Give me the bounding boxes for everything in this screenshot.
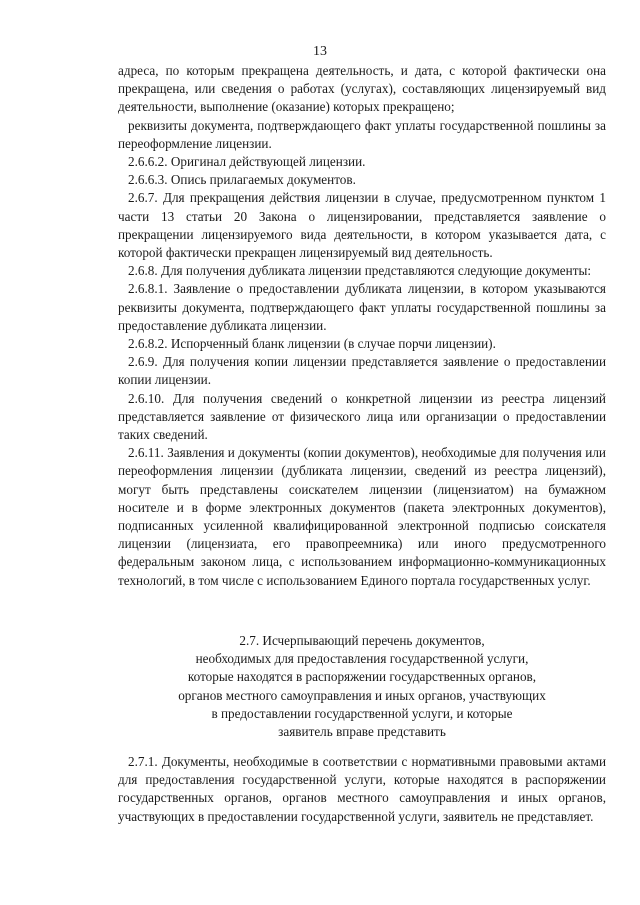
- paragraph-addresses: адреса, по которым прекращена деятельность, и дата, с которой фактически она прекращена, или сведения о работах (услугах), составляющих лицензируемый вид деятельности, выполнение (оказание) которых прекращено;: [118, 63, 606, 115]
- page-number: 13: [313, 44, 327, 59]
- body-text-section-2-7: [118, 753, 606, 826]
- heading-line: заявитель вправе представить: [278, 724, 446, 740]
- paragraph-2-6-8-2: 2.6.8.2. Испорченный бланк лицензии (в случае порчи лицензии).: [128, 336, 496, 352]
- paragraph-2-6-8: 2.6.8. Для получения дубликата лицензии представляются следующие документы:: [128, 263, 591, 279]
- heading-line: 2.7. Исчерпывающий перечень документов,: [239, 633, 485, 648]
- paragraph-2-6-9: 2.6.9. Для получения копии лицензии представляется заявление о предоставлении копии лицензии.: [118, 354, 606, 388]
- heading-line: органов местного самоуправления и иных органов, участвующих: [178, 687, 546, 703]
- heading-line: которые находятся в распоряжении государственных органов,: [187, 669, 537, 685]
- paragraph-2-6-8-1: 2.6.8.1. Заявление о предоставлении дубликата лицензии, в котором указываются реквизиты документа, подтверждающего факт уплаты государственной пошлины за предоставление дубликата лицензии.: [118, 281, 606, 333]
- section-heading-2-7: [118, 632, 606, 741]
- paragraph-2-6-11: 2.6.11. Заявления и документы (копии документов), необходимые для получения или переоформления лицензии (дубликата лицензии, сведений из реестра лицензий), могут быть представлены соискателем лицензии (лицензиатом) на бумажном носителе и в форме электронных документов (пакета электронных документов), подписанных усиленной квалифицированной электронной подписью соискателя лицензии (лицензиата, его правопреемника) или иного предусмотренного федеральным законом лица, с использованием информационно-коммуникационных технологий, в том числе с использованием Единого портала государственных услуг.: [118, 445, 606, 588]
- paragraph-fee-details: реквизиты документа, подтверждающего факт уплаты государственной пошлины за переоформление лицензии.: [118, 117, 606, 151]
- paragraph-2-6-10: 2.6.10. Для получения сведений о конкретной лицензии из реестра лицензий представляется заявление от физического лица или организации о предоставлении таких сведений.: [118, 390, 606, 443]
- heading-line: в предоставлении государственной услуги, и которые: [211, 705, 513, 721]
- paragraph-2-6-7: 2.6.7. Для прекращения действия лицензии в случае, предусмотренном пунктом 1 части 13 статьи 20 Закона о лицензировании, представляется заявление о прекращении лицензируемого вида деятельности, в котором указывается дата, с которой фактически прекращен лицензируемый вид деятельность.: [118, 190, 606, 261]
- body-text: [118, 62, 606, 590]
- heading-line: необходимых для предоставления государственной услуги,: [195, 651, 529, 667]
- paragraph-2-6-6-3: 2.6.6.3. Опись прилагаемых документов.: [128, 172, 356, 188]
- paragraph-2-6-6-2: 2.6.6.2. Оригинал действующей лицензии.: [128, 154, 366, 170]
- paragraph-2-7-1: 2.7.1. Документы, необходимые в соответствии с нормативными правовыми актами для предоставления государственной услуги, которые находятся в распоряжении государственных органов, органов местного самоуправления и иных органов, участвующих в предоставлении государственной услуги, заявитель не представляет.: [118, 754, 606, 824]
